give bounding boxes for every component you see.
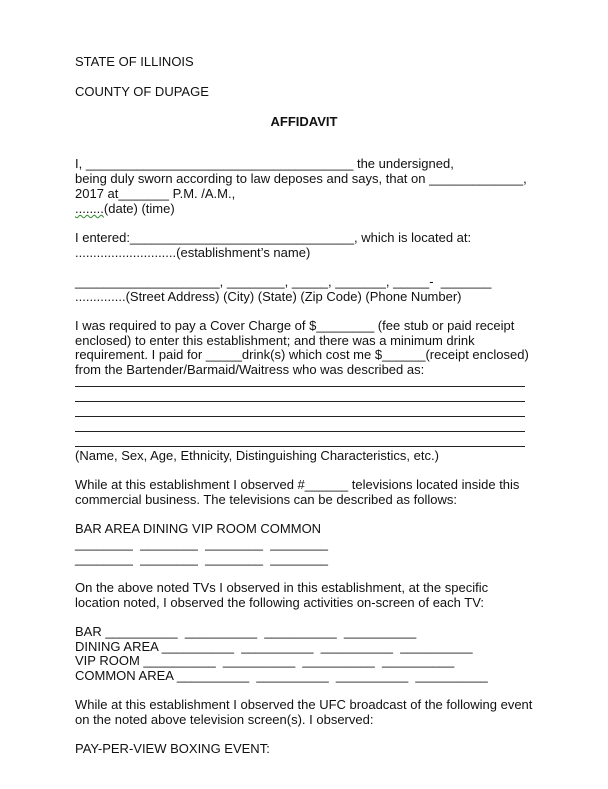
state-heading: STATE OF ILLINOIS: [75, 54, 194, 69]
oath-line-4: [75, 201, 175, 216]
oath-line-2: being duly sworn according to law deposes and says, that on _____________,: [75, 171, 527, 186]
description-blank-line: [75, 386, 525, 387]
description-blank-line: [75, 431, 525, 432]
address-caption: ..............(Street Address) (City) (State) (Zip Code) (Phone Number): [75, 289, 462, 304]
tv-areas-blank-row: ________ ________ ________ ________: [75, 551, 329, 566]
oath-line-1: I, _____________________________________ the undersigned,: [75, 156, 454, 171]
activities-line-1: On the above noted TVs I observed in this establishment, at the specific: [75, 580, 489, 595]
activity-row-vip-room: VIP ROOM __________ __________ __________ __________: [75, 653, 455, 668]
cover-charge-line-4: from the Bartender/Barmaid/Waitress who was described as:: [75, 362, 425, 377]
address-blanks: ____________________, ________, _____, _______, _____- _______: [75, 274, 492, 289]
description-blank-line: [75, 416, 525, 417]
activities-line-2: location noted, I observed the following activities on-screen of each TV:: [75, 595, 485, 610]
entered-line: I entered:_______________________________, which is located at:: [75, 230, 472, 245]
cover-charge-line-2: enclosed) to enter this establishment; and there was a minimum drink: [75, 333, 475, 348]
activity-row-bar: BAR __________ __________ __________ __________: [75, 624, 417, 639]
description-caption: (Name, Sex, Age, Ethnicity, Distinguishing Characteristics, etc.): [75, 448, 439, 463]
tv-areas-blank-row: ________ ________ ________ ________: [75, 536, 329, 551]
cover-charge-line-3: requirement. I paid for _____drink(s) which cost me $______(receipt enclosed): [75, 347, 529, 362]
cover-charge-line-1: I was required to pay a Cover Charge of $________ (fee stub or paid receipt: [75, 318, 515, 333]
activity-row-common-area: COMMON AREA __________ __________ __________ __________: [75, 668, 488, 683]
televisions-line-1: While at this establishment I observed #______ televisions located inside this: [75, 477, 520, 492]
oath-line-3: 2017 at_______ P.M. /A.M.,: [75, 186, 236, 201]
date-placeholder-dots: ........: [75, 201, 104, 216]
ppv-boxing-label: PAY-PER-VIEW BOXING EVENT:: [75, 741, 270, 756]
tv-areas-header: BAR AREA DINING VIP ROOM COMMON: [75, 521, 322, 536]
ufc-line-1: While at this establishment I observed the UFC broadcast of the following event: [75, 697, 533, 712]
date-time-caption: (date) (time): [103, 201, 175, 216]
televisions-line-2: commercial business. The televisions can be described as follows:: [75, 492, 457, 507]
description-blank-line: [75, 401, 525, 402]
county-heading: COUNTY OF DUPAGE: [75, 84, 209, 99]
description-blank-line: [75, 446, 525, 447]
establishment-name-caption: ............................(establishment’s name): [75, 245, 311, 260]
document-title: AFFIDAVIT: [270, 114, 338, 129]
activity-row-dining-area: DINING AREA __________ __________ __________ __________: [75, 639, 473, 654]
ufc-line-2: on the noted above television screen(s). I observed:: [75, 712, 374, 727]
